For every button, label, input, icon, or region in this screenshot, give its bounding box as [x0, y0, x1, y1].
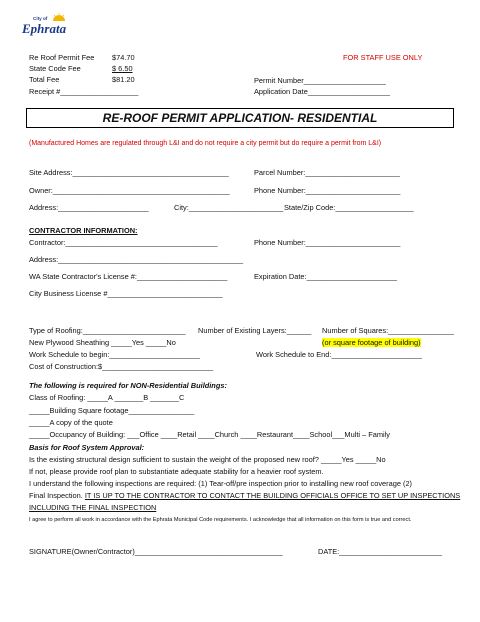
non-residential-heading: The following is required for NON-Residential Buildings: [29, 381, 227, 390]
square-footage-note: (or square footage of building) [322, 338, 421, 347]
contractor-address-field[interactable]: Address:_____________________________________________ [29, 255, 244, 264]
page-title: RE-ROOF PERMIT APPLICATION- RESIDENTIAL [26, 108, 454, 128]
building-square-footage-field[interactable]: _____Building Square footage________________ [29, 406, 195, 415]
manufactured-homes-notice: (Manufactured Homes are regulated through L&I and do not require a city permit but do require a permit from L&I) [29, 140, 382, 147]
occupancy-field[interactable]: _____Occupancy of Building: ___Office ____Retail ____Church ____Restaurant____School___Multi – Family [29, 430, 391, 439]
roofing-class-field[interactable]: Class of Roofing: _____A _______B _______C [29, 393, 185, 402]
signature-field[interactable]: SIGNATURE(Owner/Contractor)____________________________________ [29, 547, 283, 556]
city-field[interactable]: City:_______________________ [174, 203, 284, 212]
schedule-begin-field[interactable]: Work Schedule to begin:______________________ [29, 350, 200, 359]
staff-use-label: FOR STAFF USE ONLY [343, 53, 423, 62]
date-field[interactable]: DATE:_________________________ [318, 547, 442, 556]
roof-system-heading: Basis for Roof System Approval: [29, 443, 145, 452]
quote-copy-field[interactable]: _____A copy of the quote [29, 418, 113, 427]
business-license-field[interactable]: City Business License #____________________________ [29, 289, 223, 298]
fee-label-total: Total Fee [29, 75, 60, 84]
fee-amount-reroof: $74.70 [112, 53, 135, 62]
final-inspection-warning: INCLUDING THE FINAL INSPECTION [29, 503, 157, 512]
number-of-squares-field[interactable]: Number of Squares:________________ [322, 326, 454, 335]
state-zip-field[interactable]: State/Zip Code:___________________ [284, 203, 414, 212]
application-date-field[interactable]: Application Date____________________ [254, 87, 391, 96]
owner-address-field[interactable]: Address:______________________ [29, 203, 149, 212]
fee-amount-state-code: $ 6.50 [112, 64, 133, 73]
inspections-note: I understand the following inspections are required: (1) Tear-off/pre inspection prior to installing new roof coverage (2) [29, 479, 413, 488]
site-address-field[interactable]: Site Address:______________________________________ [29, 168, 229, 177]
permit-number-field[interactable]: Permit Number____________________ [254, 76, 386, 85]
final-inspection-plain: Final Inspection. [29, 491, 85, 500]
existing-layers-field[interactable]: Number of Existing Layers:______ [198, 326, 312, 335]
contractor-contact-warning: IT IS UP TO THE CONTRACTOR TO CONTACT THE BUILDING OFFICIALS OFFICE TO SET UP INSPECTIONS [84, 491, 461, 500]
structural-design-field[interactable]: Is the existing structural design sufficient to sustain the weight of the proposed new roof? _____Yes _____No [29, 455, 386, 464]
owner-phone-field[interactable]: Phone Number:_______________________ [254, 186, 401, 195]
logo-name: Ephrata [22, 21, 67, 36]
contractor-license-field[interactable]: WA State Contractor's License #:______________________ [29, 272, 228, 281]
receipt-field[interactable]: Receipt #___________________ [29, 87, 139, 96]
parcel-number-field[interactable]: Parcel Number:_______________________ [254, 168, 400, 177]
fee-amount-total: $81.20 [112, 75, 135, 84]
final-inspection-note [29, 491, 460, 500]
construction-cost-field[interactable]: Cost of Construction:$___________________________ [29, 362, 214, 371]
contractor-phone-field[interactable]: Phone Number:_______________________ [254, 238, 401, 247]
logo-city-of: City of [33, 16, 48, 21]
city-logo [22, 12, 72, 46]
agreement-statement: I agree to perform all work in accordance with the Ephrata Municipal Code requirements. I acknowledge that all information on this form is true and correct. [29, 517, 412, 523]
schedule-end-field[interactable]: Work Schedule to End:______________________ [256, 350, 422, 359]
plywood-sheathing-field[interactable]: New Plywood Sheathing _____Yes _____No [29, 338, 176, 347]
sun-icon [52, 13, 66, 21]
roofing-type-field[interactable]: Type of Roofing:_________________________ [29, 326, 186, 335]
owner-field[interactable]: Owner:___________________________________________ [29, 186, 230, 195]
contractor-heading: CONTRACTOR INFORMATION: [29, 226, 138, 235]
license-expiration-field[interactable]: Expiration Date:______________________ [254, 272, 398, 281]
fee-label-state-code: State Code Fee [29, 64, 81, 73]
roof-plan-note: If not, please provide roof plan to substantiate adequate stability for a heavier roof system. [29, 467, 324, 476]
fee-label-reroof: Re Roof Permit Fee [29, 53, 95, 62]
contractor-field[interactable]: Contractor:_____________________________________ [29, 238, 218, 247]
